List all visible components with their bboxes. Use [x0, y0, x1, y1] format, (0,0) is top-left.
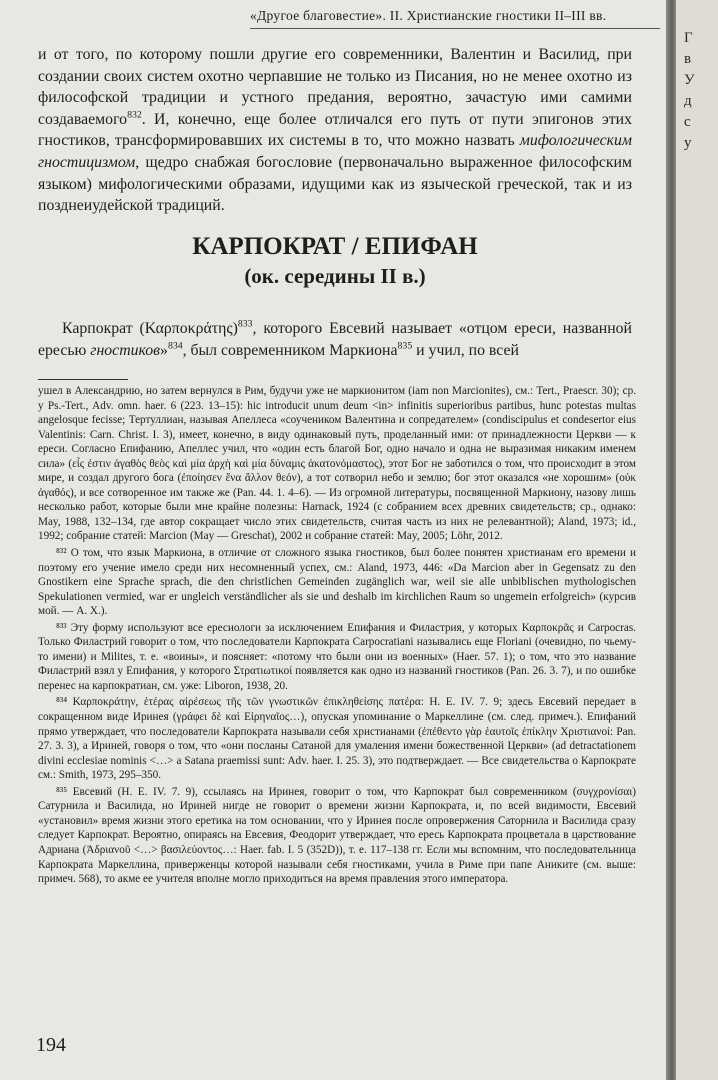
book-gutter	[666, 0, 676, 1080]
body-text-part: и от того, по которому пошли другие его современники, Валентин и Василид, при создании своих систем охотно черпавшие не только из Писания, но не менее охотно из философской традиции и устного предания, вероятно, зачастую ими самими создаваемого	[38, 46, 632, 128]
intro-text-part: Карпократ (Καρποκράτης)	[62, 320, 238, 337]
adjacent-fragment: У	[684, 72, 695, 88]
running-header	[250, 8, 660, 24]
footnote-ref-835: 835	[397, 340, 413, 352]
section-title: КАРПОКРАТ / ЕПИФАН	[192, 233, 478, 260]
header-rule	[250, 28, 660, 29]
footnotes	[38, 384, 636, 889]
adjacent-fragment: с	[684, 114, 691, 130]
body-paragraph	[38, 44, 632, 217]
body-text-part: , щедро снабжая богословие (первоначально выраженное философским языком) мифологическими образами, идущими как из языческой греческой, так и из позднеиудейской традиций.	[38, 153, 632, 215]
adjacent-page-edge	[676, 0, 718, 1080]
adjacent-fragment: Г	[684, 30, 693, 46]
page-number: 194	[36, 1034, 66, 1056]
emphasis-term: мифологическим гностицизмом	[38, 132, 632, 171]
running-title: «Другое благовестие». II. Христианские гностики II–III вв.	[250, 8, 607, 23]
adjacent-page-fragments	[684, 28, 695, 154]
intro-text-part: , был современником Маркиона	[182, 341, 398, 359]
adjacent-fragment: у	[684, 135, 692, 151]
intro-text-part: , которого Евсевий называет «отцом ереси, названной ересью	[38, 320, 633, 359]
footnote-ref-832: 832	[127, 109, 142, 121]
footnote-separator	[38, 379, 128, 380]
footnote-832: ⁸³² О том, что язык Маркиона, в отличие от сложного языка гностиков, был более понятен христианам его времени и поэтому его учение имело среди них несомненный успех, см.: Aland, 1973, 446: «Da Marcion aber in Gegensatz zu den Gnostikern eine Sprache sprach, die den christlichen Gemeinden zugänglich war, weil sie alle unbiblischen mythologischen Spekulationen vermied, war er ungleich verständlicher als sie und deshalb im kirchlichen Raum so ungemein erfolgreich» (курсив мой. — А. Х.).	[38, 547, 636, 618]
footnote-ref-833: 833	[237, 318, 253, 330]
intro-paragraph	[38, 318, 632, 361]
footnote-834: ⁸³⁴ Καρποκράτην, ἑτέρας αἱρέσεως τῆς τῶν γνωστικῶν ἐπικληθείσης πατέρα: H. E. IV. 7. 9; здесь Евсевий передает в сокращенном виде Иринея (γράφει δὲ καὶ Εἰρηναῖος…), опуская упоминание о Маркеллине (см. след. примеч.). Епифаний прямо утверждает, что последователи Карпократа называли себя христианами (ἐπέθεντο γὰρ ἑαυτοῖς ἐπίκλην Χριστιανοί: Pan. 27. 3. 3), а Ириней, говоря о том, что «они посланы Сатаной для умаления имени божественной Церкви» (ad detractationem divini ecclesiae nominis <…> a Satana praemissi sunt: Adv. haer. I. 25. 3), это подтверждает. — Все свидетельства о Карпократе см.: Smith, 1973, 295–350.	[38, 696, 636, 782]
footnote-ref-834: 834	[167, 340, 183, 352]
footnote-833: ⁸³³ Эту форму используют все ересиологи за исключением Епифания и Филастрия, у которых Καρποκρᾶς и Carpocras. Только Филастрий говорит о том, что последователи Карпократа Carpocratiani назывались еще Floriani (очевидно, по чьему-то имени) и Milites, т. е. «воины», и поясняет: «потому что были они из военных» (Haer. 57. 1); о том, что это название Филастрий взял у Епифания, у которого Στρατιωτικοί появляется как одно из названий гностиков (Pan. 26. 3. 7), и по ошибке перенес на карпократиан, см. уже: Liboron, 1938, 20.	[38, 621, 636, 692]
adjacent-fragment: д	[684, 93, 692, 109]
emphasis-term: гностиков	[90, 341, 161, 359]
intro-text-part: »	[160, 341, 168, 359]
footnote-835: ⁸³⁵ Евсевий (H. E. IV. 7. 9), ссылаясь на Иринея, говорит о том, что Карпократ был современником (συγχρονίσαι) Сатурнила и Василида, но Ириней нигде не говорит о времени жизни Карпократа, и, по всей видимости, Евсевий «установил» время жизни этого еретика на том основании, что у Иринея после опровержения Саторнила и Василида сразу следует Карпократ. Вероятно, опираясь на Евсевия, Феодорит утверждает, что ересь Карпократа процветала в царствование Адриана (Ἀδριανοῦ <…> βασιλεύοντος…: Haer. fab. I. 5 (352D)), т. е. 117–138 гг. Если мы вспомним, что последовательница Карпократа Маркеллина, приверженцы которой называли себя гностиками, учила в Риме при папе Аниките (см. выше: примеч. 568), то акме ее учителя вполне могло приходиться на время правления этого императора.	[38, 785, 636, 886]
adjacent-fragment: в	[684, 51, 692, 67]
body-text-part: . И, конечно, еще более отличался его путь от пути эпигонов этих гностиков, трансформировавших их системы в то, что можно назвать	[38, 110, 632, 150]
intro-text-part: и учил, по всей	[412, 341, 519, 359]
footnote-continuation: ушел в Александрию, но затем вернулся в Рим, будучи уже не маркионитом (iam non Marcionites), см.: Tert., Praescr. 30); ср. у Ps.-Tert., Adv. omn. haer. 6 (223. 13–15): hic introducit unum deum <in> infinitis superioribus partibus, hunc potestas multas angelosque fecisse; Тертуллиан, называя Апеллеса «соучеником Валентина и сопредателем» (condiscipulus et condesertor eius Valentinis: Carn. Christ. I. 3), имеет, конечно, в виду одинаковый путь, проделанный ими: от принадлежности Церкви — к ереси. Согласно Епифанию, Апеллес учил, что «один есть благой Бог, одно начало и одна не выразимая никаким именем сила» (εἷς ἐστιν ἀγαθὸς θεὸς καὶ μία ἀρχὴ καὶ μία δύναμις ἀκατονόμαστος), этот Бог не заботился о том, что происходит в этом мире, и создал другого бога (ἐποίησεν ἕνα ἄλλον θεόν), а тот сотворил небо и землю; бог этот оказался «не хорошим» (οὐκ ἀγαθός), и все сотворенное им также же (Pan. 44. 1. 4–6). — Из огромной литературы, посвященной Маркиону, назову лишь несколько работ, которые были мне крайне полезны: Harnack, 1924 (с собранием всех древних свидетельств; ср., однако: May, 1988, 132–134, где автор сокращает число этих свидетельств, считая часть из них не релевантной); Aland, 1973; id., 1992; собрание статей: Marcion (May — Greschat), 2002 и собрание статей: May, 2005; Löhr, 2012.	[38, 385, 636, 543]
section-subtitle: (ок. середины II в.)	[244, 264, 426, 288]
